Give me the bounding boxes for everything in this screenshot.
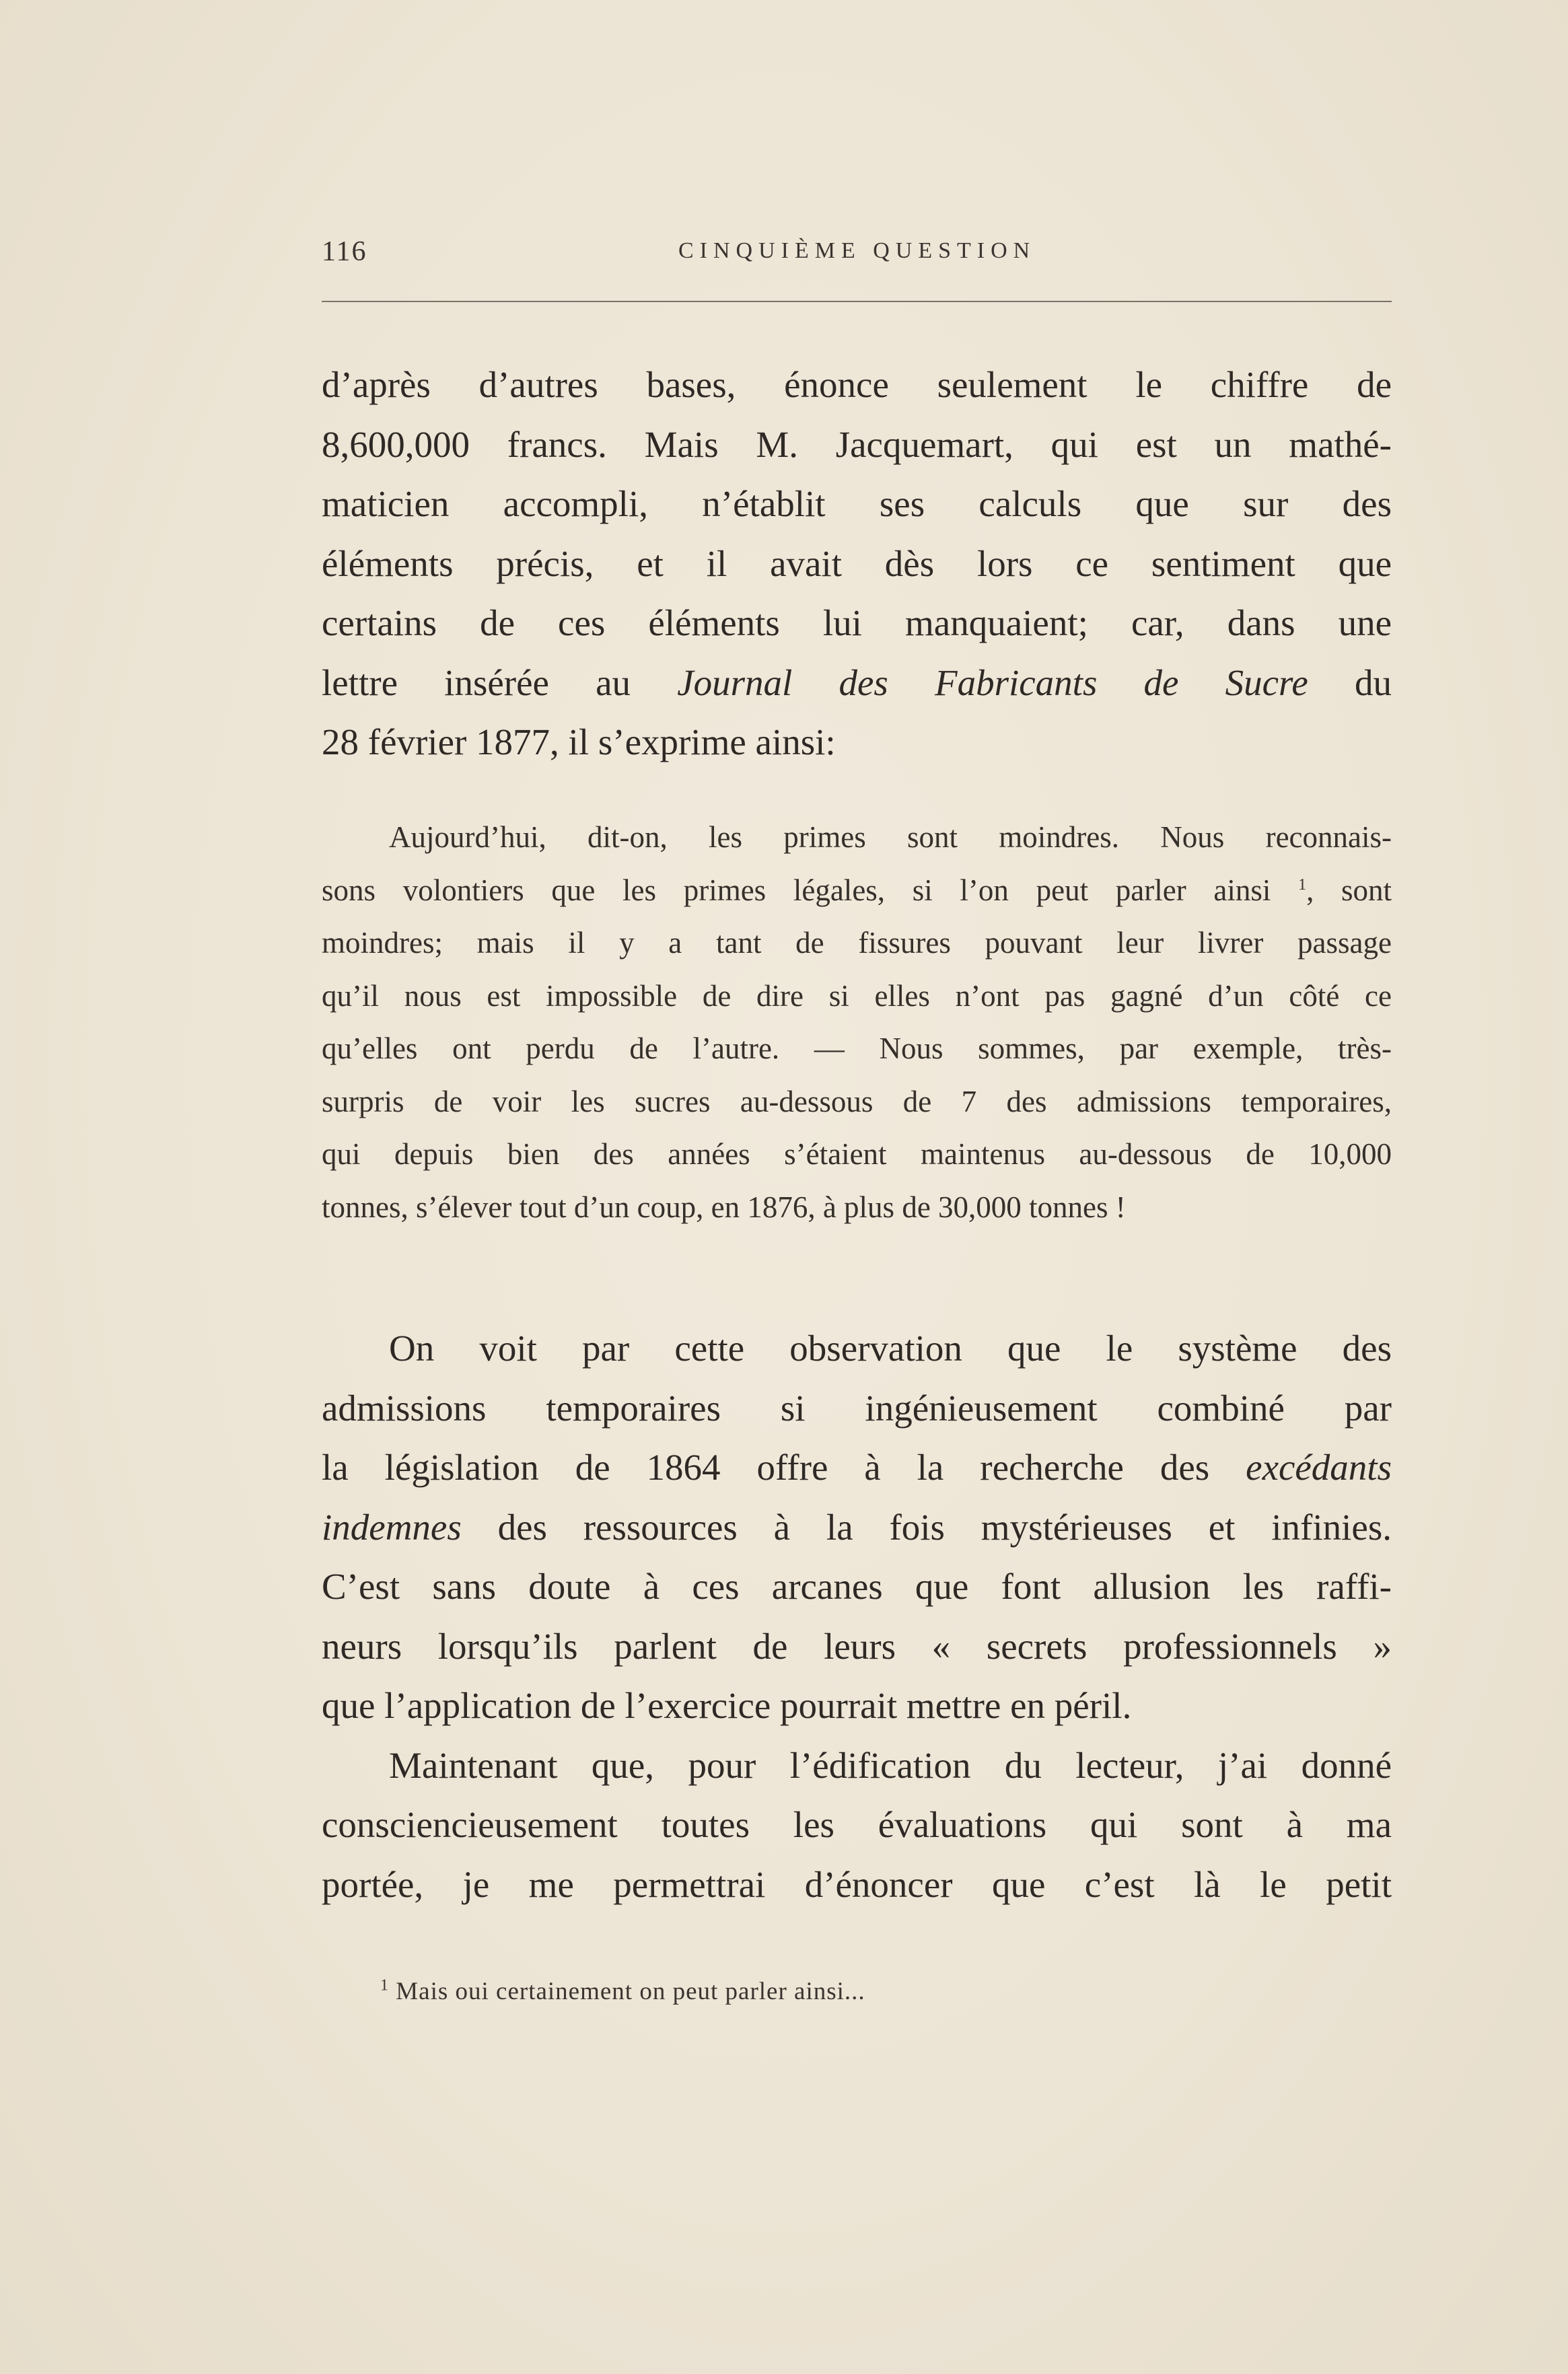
text-line: neurs lorsqu’ils parlent de leurs « secrets professionnels » — [322, 1625, 1392, 1667]
text-line: portée, je me permettrai d’énoncer que c’est là le petit — [322, 1863, 1392, 1905]
quote-line: qu’elles ont perdu de l’autre. — Nous sommes, par exemple, très- — [322, 1032, 1392, 1065]
paragraph-1 — [322, 355, 1392, 772]
text-fragment: la législation de 1864 offre à la recherche des — [322, 1447, 1210, 1488]
text-line — [322, 1498, 1392, 1558]
footnote-text: Mais oui certainement on peut parler ainsi... — [396, 1978, 865, 2005]
text-line: éléments précis, et il avait dès lors ce sentiment que — [322, 542, 1392, 584]
text-fragment: du — [1355, 661, 1392, 703]
text-line: consciencieusement toutes les évaluations qui sont à ma — [322, 1804, 1392, 1845]
text-line: 28 février 1877, il s’exprime ainsi: — [322, 721, 836, 762]
quote-line — [322, 864, 1392, 917]
journal-title: Journal des Fabricants de Sucre — [677, 661, 1308, 703]
text-line: On voit par cette observation que le système des — [389, 1328, 1392, 1369]
text-line: maticien accompli, n’établit ses calculs que sur des — [322, 483, 1392, 524]
quote-line: tonnes, s’élever tout d’un coup, en 1876, à plus de 30,000 tonnes ! — [322, 1190, 1126, 1224]
text-line: C’est sans doute à ces arcanes que font allusion les raffi- — [322, 1566, 1392, 1607]
text-fragment: des ressources à la fois mystérieuses et infinies. — [497, 1506, 1392, 1548]
quote-line: moindres; mais il y a tant de fissures pouvant leur livrer passage — [322, 926, 1392, 960]
footnote — [380, 1977, 865, 2006]
quote-line: Aujourd’hui, dit-on, les primes sont moindres. Nous reconnais- — [389, 820, 1392, 854]
header-rule — [322, 301, 1392, 302]
paragraph-2 — [322, 1319, 1392, 1914]
page-header — [322, 236, 1392, 276]
text-line — [322, 653, 1392, 713]
italic-term: excédants — [1246, 1447, 1392, 1488]
text-fragment: lettre insérée au — [322, 661, 631, 703]
quote-line: qui depuis bien des années s’étaient maintenus au-dessous de 10,000 — [322, 1137, 1392, 1171]
quote-line: surpris de voir les sucres au-dessous de 7 des admissions temporaires, — [322, 1084, 1392, 1118]
text-line: 8,600,000 francs. Mais M. Jacquemart, qui est un mathé- — [322, 423, 1392, 465]
text-line: admissions temporaires si ingénieusement combiné par — [322, 1387, 1392, 1429]
footnote-reference: 1 — [1298, 875, 1307, 894]
block-quote — [322, 811, 1392, 1233]
page-number: 116 — [322, 236, 367, 267]
text-line: que l’application de l’exercice pourrait mettre en péril. — [322, 1685, 1132, 1726]
running-head: CINQUIÈME QUESTION — [678, 238, 1036, 263]
quote-fragment: , sont — [1306, 873, 1392, 907]
italic-term: indemnes — [322, 1506, 462, 1548]
footnote-marker: 1 — [380, 1976, 389, 1994]
quote-line: qu’il nous est impossible de dire si elles n’ont pas gagné d’un côté ce — [322, 978, 1392, 1013]
text-line: Maintenant que, pour l’édification du lecteur, j’ai donné — [389, 1744, 1392, 1786]
text-line: certains de ces éléments lui manquaient; car, dans une — [322, 602, 1392, 643]
quote-fragment: sons volontiers que les primes légales, si l’on peut parler ainsi — [322, 873, 1271, 907]
text-line — [322, 1438, 1392, 1498]
text-line: d’après d’autres bases, énonce seulement le chiffre de — [322, 364, 1392, 405]
